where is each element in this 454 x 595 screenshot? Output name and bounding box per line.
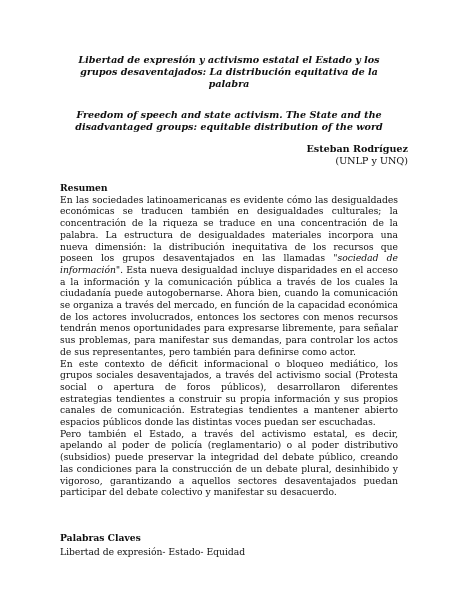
abstract-p1-text-b: . Esta nueva desigualdad incluye disparidades en el acceso a la información y la comunicación pública a través de los cuales la ciudadanía puede autogobernarse. Ahora bien, cuando la comunicación se organiza a través del mercado, en función de la capacidad económica de los actores involucrados, entonces los sectores con menos recursos tendrán menos oportunidades para expresarse libremente, para señalar sus problemas, para manifestar sus demandas, para controlar los actos de sus representantes, pero también para definirse como actor. <box>60 264 398 358</box>
title-spanish: Libertad de expresión y activismo estatal el Estado y los grupos desaventajados: La distribución equitativa de la palabra <box>78 55 380 90</box>
abstract-paragraph-3: Pero también el Estado, a través del activismo estatal, es decir, apelando al poder de policía (reglamentario) o al poder distributivo (subsidios) puede preservar la integridad del debate público, creando las condiciones para la construcción de un debate plural, desinhibido y vigoroso, garantizando a aquellos sectores desaventajados puedan participar del debate colectivo y manifestar su desacuerdo. <box>60 428 398 499</box>
abstract-heading: Resumen <box>60 183 108 194</box>
title-block <box>60 55 398 134</box>
abstract-p1-emphasis: "sociedad de información" <box>60 253 398 276</box>
abstract-section <box>60 183 398 499</box>
abstract-paragraph-2: En este contexto de déficit informacional o bloqueo mediático, los grupos sociales desaventajados, a través del activismo social (Protesta social o apertura de foros públicos), desarrollaron diferentes estrategias tendientes a construir su propia información y sus propios canales de comunicación. Estrategias tendientes a mantener abierto espacios públicos donde las distintas voces puedan ser escuchadas. <box>60 358 398 429</box>
author-affiliation: (UNLP y UNQ) <box>335 156 408 167</box>
author-name: Esteban Rodríguez <box>306 144 408 155</box>
abstract-paragraph-1 <box>60 195 398 359</box>
keywords-section <box>60 533 398 558</box>
title-english: Freedom of speech and state activism. The State and the disadvantaged groups: equitable distribution of the word <box>75 110 383 133</box>
abstract-p1-text-a: En las sociedades latinoamericanas es evidente cómo las desigualdades económicas se traducen también en desigualdades culturales; la concentración de la riqueza se traduce en una concentración de la palabra. La estructura de desigualdades materiales incorpora una nueva dimensión: la distribución inequitativa de los recursos que poseen los grupos desaventajados en las llamadas <box>60 194 398 265</box>
keywords-heading: Palabras Claves <box>60 533 141 544</box>
keywords-text: Libertad de expresión- Estado- Equidad <box>60 546 246 558</box>
author-block <box>306 144 408 168</box>
